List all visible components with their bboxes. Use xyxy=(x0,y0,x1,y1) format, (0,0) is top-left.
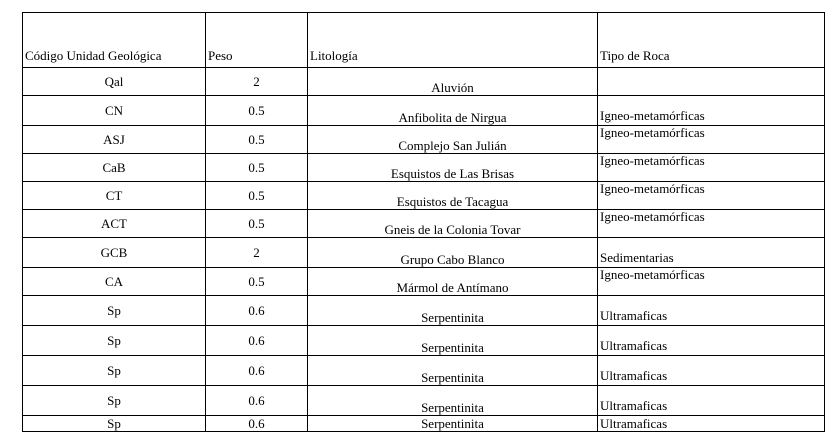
cell-peso: 0.5 xyxy=(206,268,308,296)
cell-tipo-roca: Ultramaficas xyxy=(598,356,825,386)
cell-codigo: CT xyxy=(23,182,206,210)
table-row xyxy=(23,356,825,386)
cell-litologia: Serpentinita xyxy=(308,416,598,432)
geology-table-body xyxy=(23,13,825,432)
cell-peso: 0.6 xyxy=(206,326,308,356)
cell-codigo: Qal xyxy=(23,68,206,96)
table-row xyxy=(23,96,825,126)
cell-tipo-roca: Ultramaficas xyxy=(598,326,825,356)
cell-peso: 0.5 xyxy=(206,96,308,126)
cell-codigo: GCB xyxy=(23,238,206,268)
cell-tipo-roca: Ultramaficas xyxy=(598,296,825,326)
table-row xyxy=(23,386,825,416)
cell-litologia: Serpentinita xyxy=(308,356,598,386)
geology-table xyxy=(22,12,825,432)
cell-litologia: Complejo San Julián xyxy=(308,126,598,154)
cell-codigo: CaB xyxy=(23,154,206,182)
cell-peso: 0.5 xyxy=(206,126,308,154)
table-row xyxy=(23,296,825,326)
cell-litologia: Anfibolita de Nirgua xyxy=(308,96,598,126)
cell-tipo-roca: Ultramaficas xyxy=(598,416,825,432)
cell-tipo-roca: Igneo-metamórficas xyxy=(598,182,825,210)
cell-litologia: Serpentinita xyxy=(308,296,598,326)
cell-litologia: Serpentinita xyxy=(308,326,598,356)
cell-peso: 0.6 xyxy=(206,416,308,432)
cell-peso: 0.6 xyxy=(206,386,308,416)
table-row xyxy=(23,210,825,238)
cell-peso: 0.5 xyxy=(206,154,308,182)
cell-litologia: Esquistos de Las Brisas xyxy=(308,154,598,182)
cell-peso: 0.5 xyxy=(206,210,308,238)
cell-codigo: Sp xyxy=(23,356,206,386)
cell-litologia: Esquistos de Tacagua xyxy=(308,182,598,210)
cell-litologia: Gneis de la Colonia Tovar xyxy=(308,210,598,238)
cell-codigo: Sp xyxy=(23,386,206,416)
table-row xyxy=(23,416,825,432)
cell-codigo: ACT xyxy=(23,210,206,238)
cell-peso: 2 xyxy=(206,238,308,268)
table-row xyxy=(23,126,825,154)
cell-tipo-roca: Igneo-metamórficas xyxy=(598,96,825,126)
cell-codigo: Sp xyxy=(23,416,206,432)
cell-tipo-roca: Sedimentarias xyxy=(598,238,825,268)
table-row xyxy=(23,182,825,210)
cell-litologia: Grupo Cabo Blanco xyxy=(308,238,598,268)
cell-tipo-roca: Igneo-metamórficas xyxy=(598,210,825,238)
cell-tipo-roca: Igneo-metamórficas xyxy=(598,268,825,296)
cell-peso: 0.6 xyxy=(206,296,308,326)
table-row xyxy=(23,268,825,296)
table-row xyxy=(23,238,825,268)
header-tipo-roca: Tipo de Roca xyxy=(598,13,825,68)
cell-litologia: Serpentinita xyxy=(308,386,598,416)
cell-tipo-roca: Igneo-metamórficas xyxy=(598,154,825,182)
cell-codigo: Sp xyxy=(23,326,206,356)
table-row xyxy=(23,326,825,356)
header-codigo: Código Unidad Geológica xyxy=(23,13,206,68)
cell-tipo-roca xyxy=(598,68,825,96)
cell-peso: 0.6 xyxy=(206,356,308,386)
table-row xyxy=(23,154,825,182)
table-row xyxy=(23,68,825,96)
cell-litologia: Mármol de Antímano xyxy=(308,268,598,296)
header-litologia: Litología xyxy=(308,13,598,68)
cell-litologia: Aluvión xyxy=(308,68,598,96)
cell-peso: 2 xyxy=(206,68,308,96)
table-header-row xyxy=(23,13,825,68)
cell-codigo: ASJ xyxy=(23,126,206,154)
cell-tipo-roca: Ultramaficas xyxy=(598,386,825,416)
header-peso: Peso xyxy=(206,13,308,68)
cell-tipo-roca: Igneo-metamórficas xyxy=(598,126,825,154)
cell-codigo: CN xyxy=(23,96,206,126)
cell-codigo: Sp xyxy=(23,296,206,326)
cell-peso: 0.5 xyxy=(206,182,308,210)
cell-codigo: CA xyxy=(23,268,206,296)
